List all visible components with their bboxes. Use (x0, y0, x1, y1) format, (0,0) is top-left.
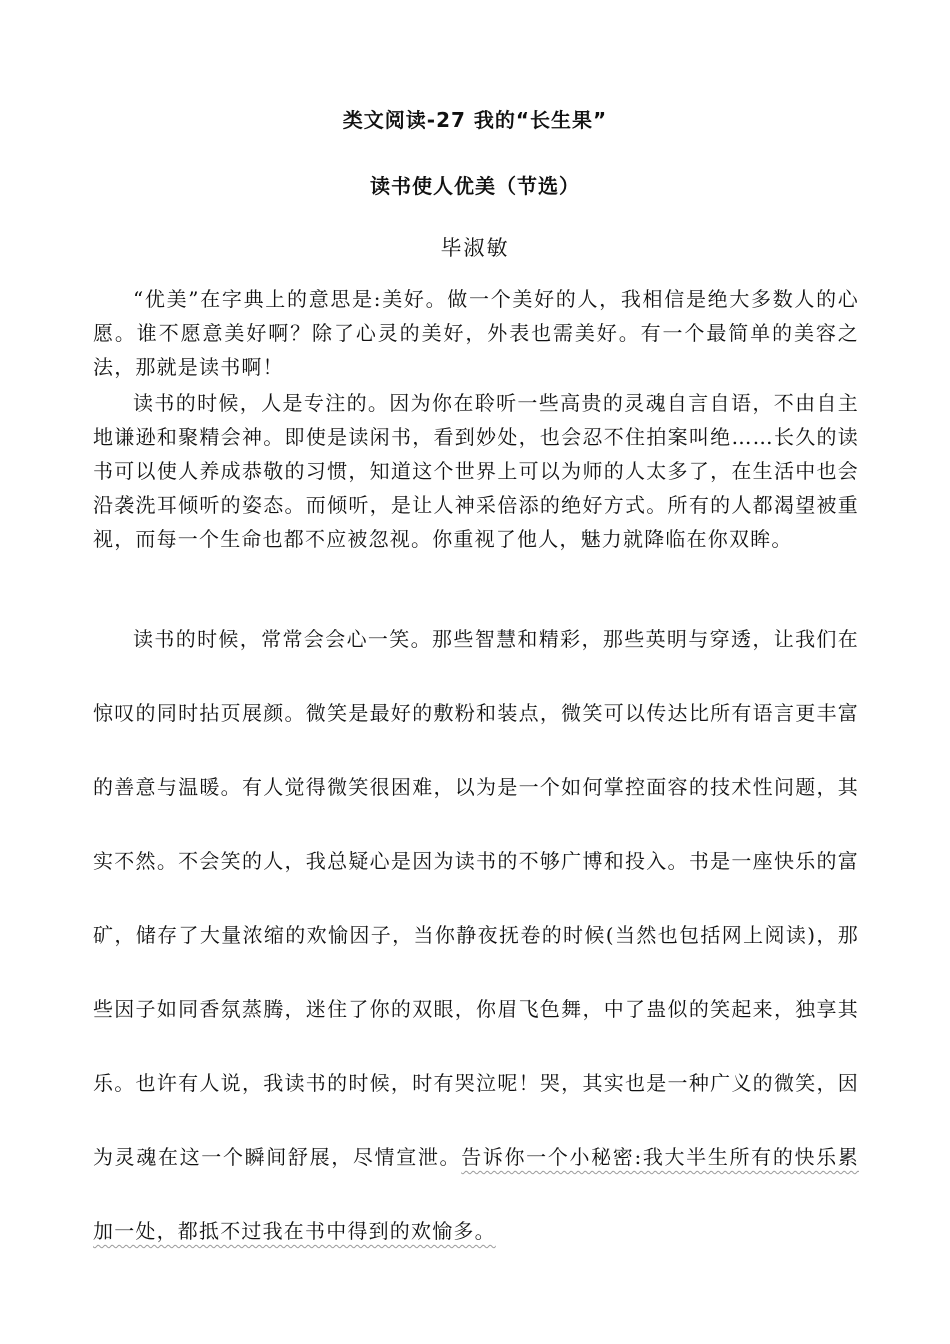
paragraph-2: 读书的时候，人是专注的。因为你在聆听一些高贵的灵魂自言自语，不由自主地谦逊和聚精会神。即使是读闲书，看到妙处，也会忍不住拍案叫绝……长久的读书可以使人养成恭敬的习惯，知道这个世界上可以为师的人太多了，在生活中也会沿袭洗耳倾听的姿态。而倾听，是让人神采倍添的绝好方式。所有的人都渴望被重视，而每一个生命也都不应被忽视。你重视了他人，魅力就降临在你双眸。 (93, 391, 859, 551)
paragraph-3-text: 读书的时候，常常会会心一笑。那些智慧和精彩，那些英明与穿透，让我们在惊叹的同时拈页展颜。微笑是最好的敷粉和装点，微笑可以传达比所有语言更丰富的善意与温暖。有人觉得微笑很困难，以为是一个如何掌控面容的技术性问题，其实不然。不会笑的人，我总疑心是因为读书的不够广博和投入。书是一座快乐的富矿，储存了大量浓缩的欢愉因子，当你静夜抚卷的时候(当然也包括网上阅读)，那些因子如同香氛蒸腾，迷住了你的双眼，你眉飞色舞，中了蛊似的笑起来，独享其乐。也许有人说，我读书的时候，时有哭泣呢！哭，其实也是一种广义的微笑，因为灵魂在这一个瞬间舒展，尽情宣泄。 (93, 627, 859, 1169)
article-title: 读书使人优美（节选） (370, 174, 580, 198)
paragraph-3 (93, 602, 859, 1268)
underlined-sentence: 告诉你一个小秘密:我大半生所有的快乐累加一处，都抵不过我在书中得到的欢愉多。 (93, 1145, 859, 1243)
author-name: 毕淑敏 (440, 236, 510, 260)
paragraph-1: “优美”在字典上的意思是:美好。做一个美好的人，我相信是绝大多数人的心愿。谁不愿意美好啊？除了心灵的美好，外表也需美好。有一个最简单的美容之法，那就是读书啊！ (93, 287, 859, 379)
document-heading: 类文阅读-27 我的“长生果” (342, 108, 608, 132)
